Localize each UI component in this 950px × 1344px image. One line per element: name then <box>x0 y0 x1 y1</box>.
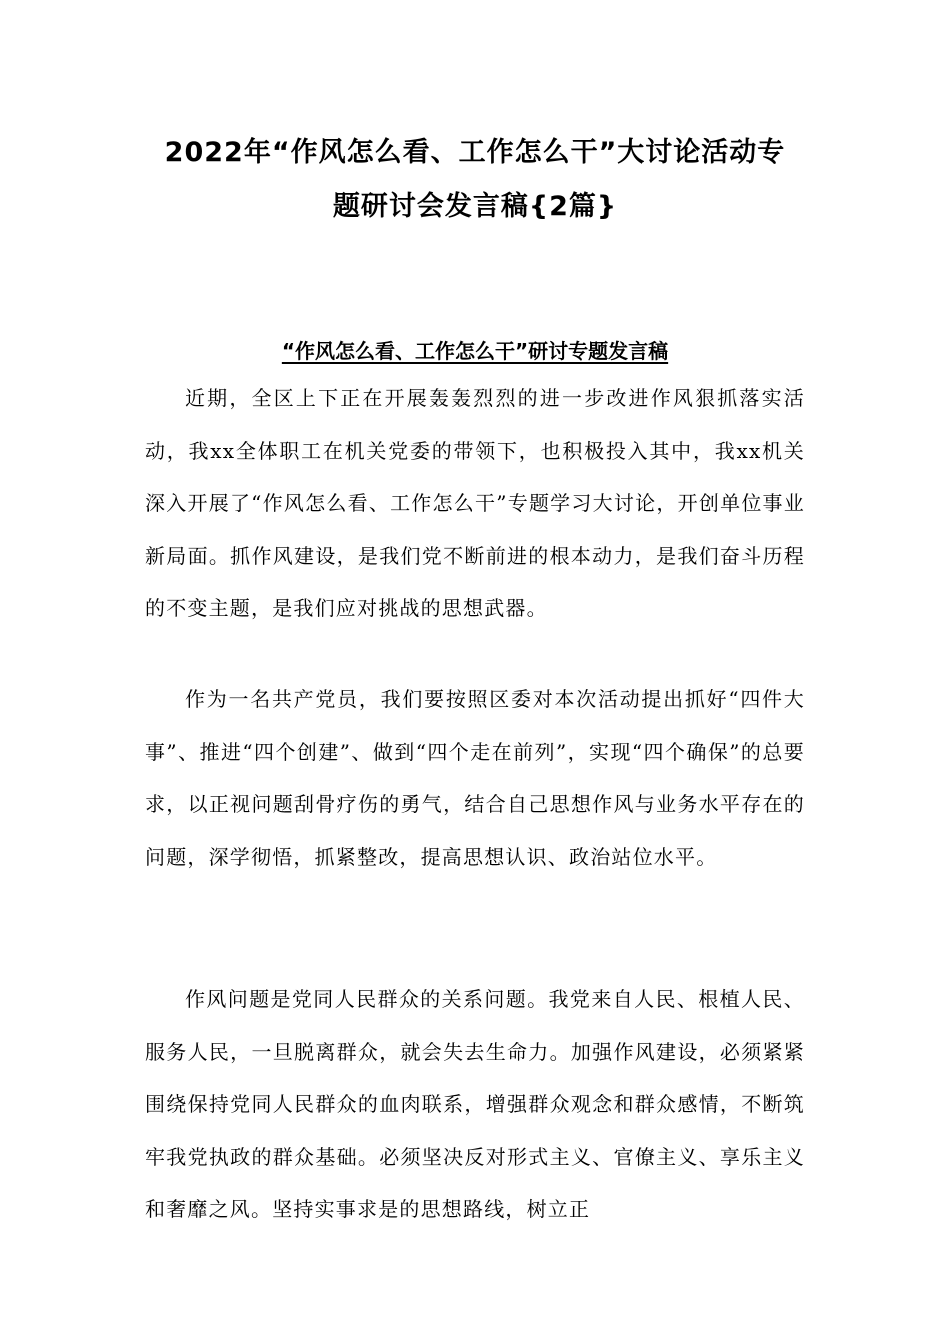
section-title-text: “作风怎么看、工作怎么干”研讨专题发言稿 <box>281 339 669 363</box>
section-title <box>120 334 830 368</box>
paragraph-2: 作为一名共产党员，我们要按照区委对本次活动提出抓好“四件大事”、推进“四个创建”、做到“四个走在前列”，实现“四个确保”的总要求，以正视问题刮骨疗伤的勇气，结合自己思想作风与业务水平存在的问题，深学彻悟，抓紧整改，提高思想认识、政治站位水平。 <box>145 687 805 869</box>
paragraph-1: 近期，全区上下正在开展轰轰烈烈的进一步改进作风狠抓落实活动，我xx全体职工在机关党委的带领下，也积极投入其中，我xx机关深入开展了“作风怎么看、工作怎么干”专题学习大讨论，开创单位事业新局面。抓作风建设，是我们党不断前进的根本动力，是我们奋斗历程的不变主题，是我们应对挑战的思想武器。 <box>145 386 805 620</box>
document-title-line-2: 题研讨会发言稿{2篇} <box>332 191 618 222</box>
document-title-line-1: 2022年“作风怎么看、工作怎么干”大讨论活动专 <box>164 137 786 168</box>
paragraph-3: 作风问题是党同人民群众的关系问题。我党来自人民、根植人民、服务人民，一旦脱离群众，就会失去生命力。加强作风建设，必须紧紧围绕保持党同人民群众的血肉联系，增强群众观念和群众感情，不断筑牢我党执政的群众基础。必须坚决反对形式主义、官僚主义、享乐主义和奢靡之风。坚持实事求是的思想路线，树立正 <box>145 987 805 1221</box>
